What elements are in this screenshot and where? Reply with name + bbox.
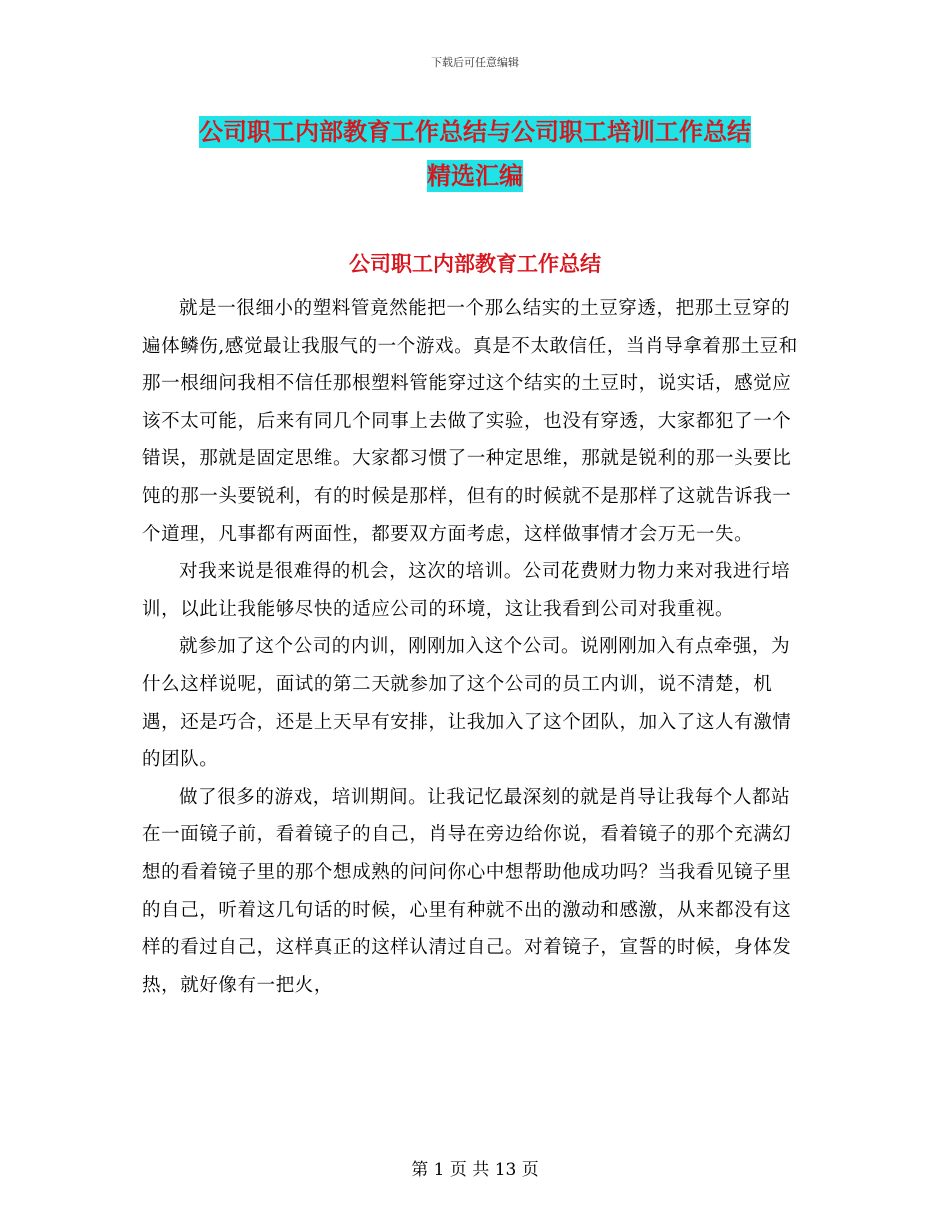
title-line-2: 精选汇编 [427,162,523,190]
paragraph: 对我来说是很难得的机会，这次的培训。公司花费财力物力来对我进行培训，以此让我能够尽快的适应公司的环境，这让我看到公司对我重视。 [142,561,791,620]
body-text [142,290,802,1004]
paragraph: 做了很多的游戏，培训期间。让我记忆最深刻的就是肖导让我每个人都站在一面镜子前，看着镜子的自己，肖导在旁边给你说，看着镜子的那个充满幻想的看着镜子里的那个想成熟的问问你心中想帮助他成功吗？当我看见镜子里的自己，听着这几句话的时候，心里有种就不出的激动和感激，从来都没有这样的看过自己，这样真正的这样认清过自己。对着镜子，宣誓的时候，身体发热，就好像有一把火， [142,786,792,996]
paragraph: 就是一很细小的塑料管竟然能把一个那么结实的土豆穿透，把那土豆穿的遍体鳞伤,感觉最让我服气的一个游戏。真是不太敢信任，当肖导拿着那土豆和那一根细问我相不信任那根塑料管能穿过这个结实的土豆时，说实话，感觉应该不太可能，后来有同几个同事上去做了实验，也没有穿透，大家都犯了一个错误，那就是固定思维。大家都习惯了一种定思维，那就是锐利的那一头要比饨的那一头要锐利，有的时候是那样，但有的时候就不是那样了这就告诉我一个道理，凡事都有两面性，都要双方面考虑，这样做事情才会万无一失。 [142,298,798,545]
paragraph: 就参加了这个公司的内训，刚刚加入这个公司。说刚刚加入有点牵强，为什么这样说呢，面试的第二天就参加了这个公司的员工内训，说不清楚，机遇，还是巧合，还是上天早有安排，让我加入了这个团队，加入了这人有激情的团队。 [142,636,792,771]
page-number: 第 1 页 共 13 页 [411,1160,539,1180]
section-title: 公司职工内部教育工作总结 [349,252,601,276]
header-note: 下载后可任意编辑 [431,56,519,69]
document-title [100,110,850,198]
title-line-1: 公司职工内部教育工作总结与公司职工培训工作总结 [199,118,751,146]
